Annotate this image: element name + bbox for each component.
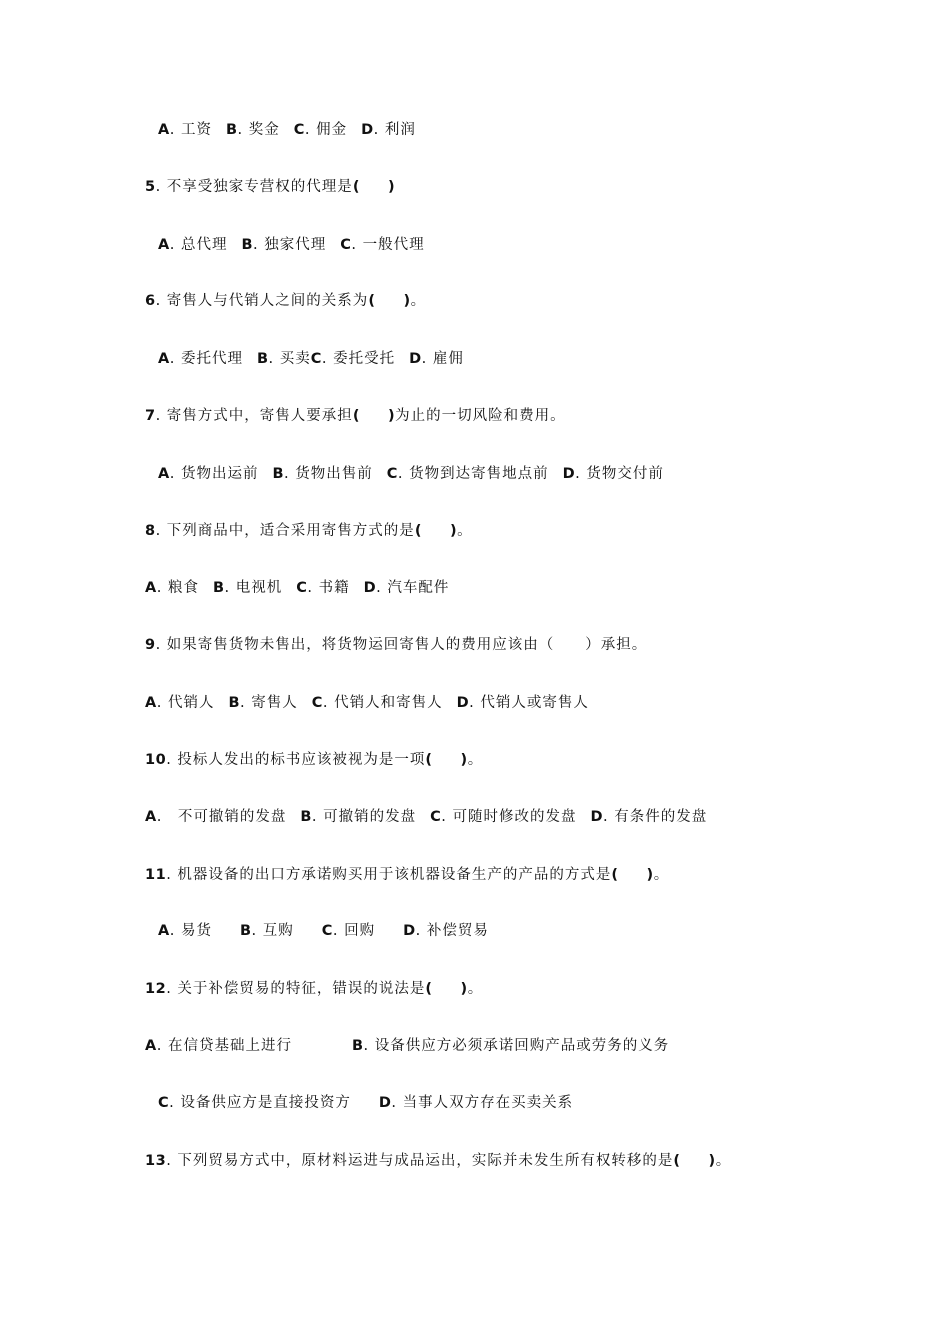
question-number: 11 <box>145 867 167 883</box>
option-text: . 奖金 <box>237 122 280 138</box>
option-letter: C <box>310 351 322 367</box>
blank-open: ( <box>414 523 422 539</box>
blank-open: ( <box>352 179 360 195</box>
option-text: . 独家代理 <box>253 237 327 253</box>
option-letter: C <box>340 237 352 253</box>
question-text: . 投标人发出的标书应该被视为是一项 <box>166 752 426 768</box>
option-text: . 工资 <box>169 122 212 138</box>
blank-open: ( <box>368 293 376 309</box>
option-letter: B <box>241 237 254 253</box>
question-text: . 下列贸易方式中，原材料运进与成品运出，实际并未发生所有权转移的是 <box>166 1153 674 1169</box>
question-tail: 。 <box>467 981 484 997</box>
option-letter: A <box>158 237 170 253</box>
option-text: . 回购 <box>332 923 376 939</box>
question-number: 10 <box>145 752 167 768</box>
option-letter: B <box>300 809 312 825</box>
question-text: . 不享受独家专营权的代理是 <box>155 179 353 195</box>
option-letter: B <box>228 695 241 711</box>
option-text: . 易货 <box>169 923 212 939</box>
option-text: . 委托代理 <box>169 351 243 367</box>
question-number: 5 <box>145 179 156 195</box>
blank-close: ) <box>646 867 654 883</box>
blank-close: ) <box>460 981 468 997</box>
option-letter: D <box>456 695 470 711</box>
blank-close: ) <box>708 1153 716 1169</box>
blank-open: ( <box>673 1153 681 1169</box>
answer-options-8 <box>145 578 449 598</box>
option-letter: A <box>145 580 157 596</box>
option-text: . 设备供应方是直接投资方 <box>169 1095 351 1111</box>
question-13 <box>145 1151 731 1171</box>
option-text: . 书籍 <box>307 580 350 596</box>
option-letter: C <box>293 122 305 138</box>
option-text: . 买卖 <box>268 351 311 367</box>
option-letter: C <box>296 580 308 596</box>
option-text: . 在信贷基础上进行 <box>156 1038 292 1054</box>
blank-open: ( <box>425 981 433 997</box>
option-letter: D <box>403 923 416 939</box>
answer-options-5 <box>158 235 425 255</box>
option-text: . 雇佣 <box>421 351 464 367</box>
option-text: . 货物出运前 <box>169 466 259 482</box>
answer-options-9 <box>145 693 589 713</box>
option-text: . 寄售人 <box>240 695 298 711</box>
option-text: . 可撤销的发盘 <box>311 809 417 825</box>
answer-options-6 <box>158 349 464 369</box>
answer-options-10 <box>145 807 707 827</box>
option-text: . 一般代理 <box>351 237 425 253</box>
question-tail: 。 <box>467 752 484 768</box>
option-letter: C <box>158 1095 170 1111</box>
question-7 <box>145 406 566 426</box>
option-text: . 汽车配件 <box>376 580 450 596</box>
answer-options-7 <box>158 464 664 484</box>
option-text: . 货物出售前 <box>284 466 373 482</box>
option-letter: C <box>386 466 398 482</box>
option-letter: A <box>145 809 157 825</box>
option-letter: D <box>562 466 576 482</box>
blank-close: ) <box>387 179 396 195</box>
option-letter: B <box>256 351 269 367</box>
option-text: . 互购 <box>251 923 294 939</box>
answer-options-4 <box>158 120 416 140</box>
option-letter: D <box>361 122 374 138</box>
blank-close: ) <box>449 523 458 539</box>
question-8 <box>145 521 473 541</box>
option-letter: A <box>158 122 170 138</box>
blank-close: ) <box>460 752 468 768</box>
option-text: . 货物交付前 <box>575 466 664 482</box>
question-text: . 如果寄售货物未售出，将货物运回寄售人的费用应该由（ ）承担。 <box>155 637 648 653</box>
option-text: . 不可撤销的发盘 <box>156 809 287 825</box>
question-5 <box>145 177 395 197</box>
question-text: . 机器设备的出口方承诺购买用于该机器设备生产的产品的方式是 <box>166 867 612 883</box>
question-6 <box>145 291 426 311</box>
option-letter: B <box>225 122 238 138</box>
question-12 <box>145 979 483 999</box>
option-text: . 可随时修改的发盘 <box>441 809 577 825</box>
option-letter: A <box>158 351 170 367</box>
question-text: . 关于补偿贸易的特征，错误的说法是 <box>166 981 426 997</box>
option-letter: D <box>363 580 377 596</box>
option-letter: B <box>272 466 285 482</box>
blank-open: ( <box>425 752 433 768</box>
option-text: . 设备供应方必须承诺回购产品或劳务的义务 <box>363 1038 670 1054</box>
option-letter: C <box>311 695 323 711</box>
option-letter: B <box>212 580 225 596</box>
question-tail: 。 <box>715 1153 732 1169</box>
question-tail: 。 <box>653 867 670 883</box>
blank-close: ) <box>387 408 396 424</box>
question-number: 13 <box>145 1153 167 1169</box>
option-text: . 电视机 <box>224 580 283 596</box>
option-text: . 委托受托 <box>321 351 396 367</box>
question-text: . 寄售方式中，寄售人要承担 <box>155 408 353 424</box>
option-letter: D <box>590 809 604 825</box>
question-tail: 。 <box>410 293 427 309</box>
option-text: . 当事人双方存在买卖关系 <box>391 1095 574 1111</box>
option-text: . 代销人和寄售人 <box>322 695 443 711</box>
question-11 <box>145 865 669 885</box>
option-text: . 补偿贸易 <box>415 923 489 939</box>
answer-options-12-row1 <box>145 1036 669 1056</box>
question-number: 8 <box>145 523 156 539</box>
question-number: 9 <box>145 637 156 653</box>
option-letter: D <box>378 1095 392 1111</box>
option-letter: B <box>239 923 252 939</box>
option-letter: A <box>158 923 170 939</box>
option-letter: A <box>145 1038 157 1054</box>
option-text: . 代销人 <box>156 695 215 711</box>
option-text: . 佣金 <box>304 122 348 138</box>
option-text: . 代销人或寄售人 <box>469 695 589 711</box>
option-letter: C <box>321 923 333 939</box>
question-tail: 为止的一切风险和费用。 <box>395 408 566 424</box>
question-text: . 寄售人与代销人之间的关系为 <box>155 293 369 309</box>
answer-options-11 <box>158 921 489 941</box>
blank-open: ( <box>611 867 619 883</box>
option-letter: C <box>430 809 442 825</box>
option-text: . 有条件的发盘 <box>603 809 708 825</box>
option-text: . 总代理 <box>169 237 228 253</box>
blank-close: ) <box>403 293 411 309</box>
question-number: 7 <box>145 408 156 424</box>
option-letter: A <box>145 695 157 711</box>
question-number: 6 <box>145 293 156 309</box>
option-text: . 货物到达寄售地点前 <box>397 466 549 482</box>
blank-open: ( <box>352 408 360 424</box>
answer-options-12-row2 <box>158 1093 573 1113</box>
question-tail: 。 <box>457 523 473 539</box>
question-10 <box>145 750 483 770</box>
option-letter: A <box>158 466 170 482</box>
question-9 <box>145 635 647 655</box>
question-number: 12 <box>145 981 167 997</box>
option-text: . 利润 <box>373 122 416 138</box>
option-letter: B <box>351 1038 364 1054</box>
option-letter: D <box>409 351 422 367</box>
option-text: . 粮食 <box>156 580 199 596</box>
question-text: . 下列商品中，适合采用寄售方式的是 <box>155 523 415 539</box>
